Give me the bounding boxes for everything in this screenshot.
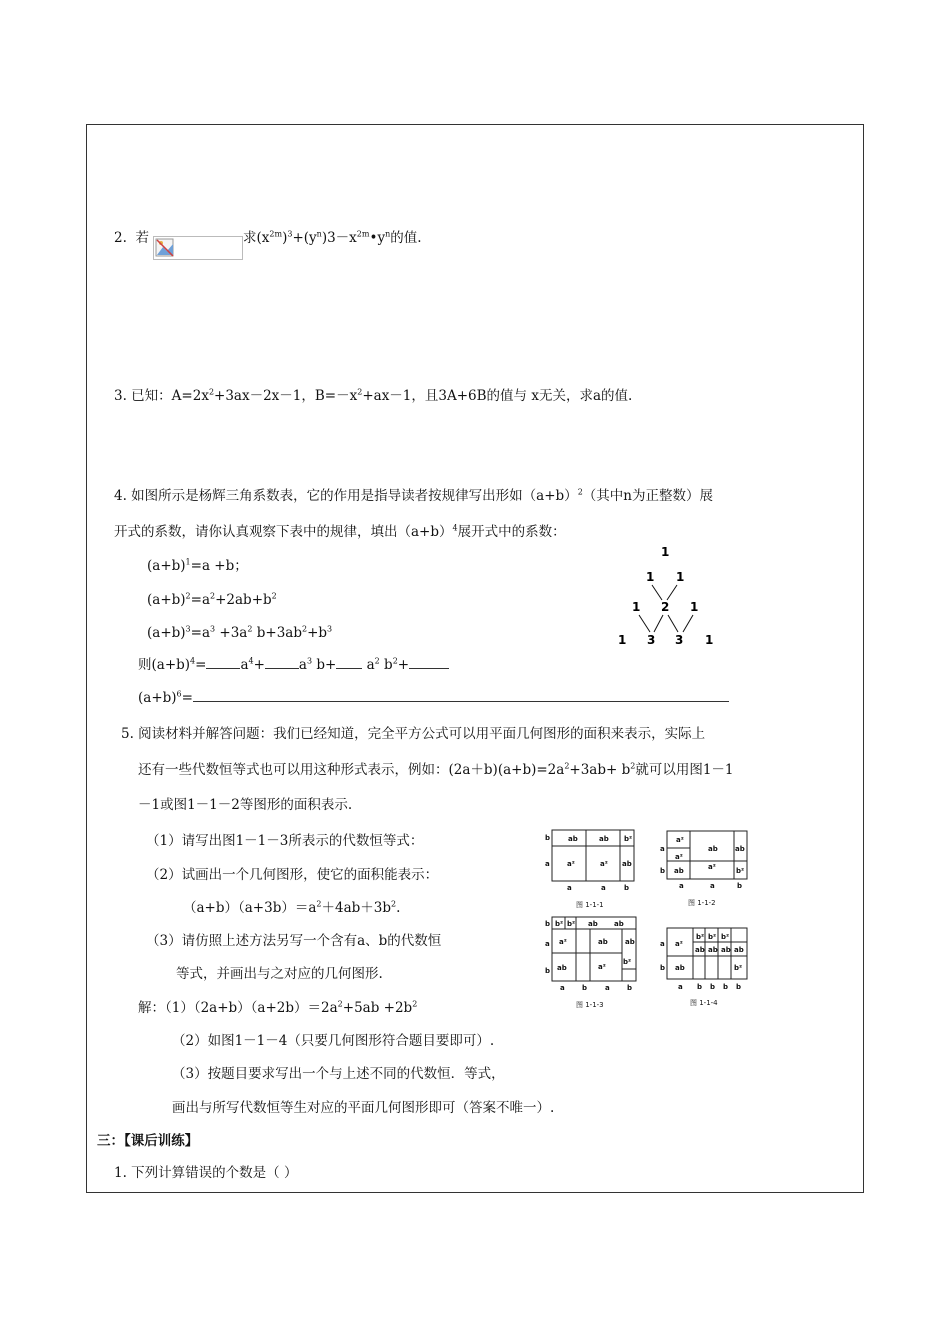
broken-image-icon: [155, 238, 175, 258]
fig4-lbl-b2-1: b²: [696, 933, 705, 941]
tri-r1-1: 1: [676, 570, 685, 584]
fig2-lbl-ab2: ab: [735, 845, 745, 853]
tri-r3-1: 3: [647, 633, 656, 647]
fig2-bot-a2: a: [710, 882, 715, 890]
fig1-bot-b: b: [624, 884, 630, 892]
blank-4[interactable]: [409, 656, 449, 669]
blank-1[interactable]: [206, 656, 240, 669]
fig3-caption: 图 1-1-3: [576, 1001, 604, 1009]
tri-r3-2: 3: [675, 633, 684, 647]
expansion-3: $(a+b)^3=a^3 +3a^2$ $b+3ab^2+b^3$: [147, 624, 333, 641]
fig3-lbl-b2-1: b²: [555, 920, 564, 928]
fig1-bot-a2: a: [601, 884, 606, 892]
question-4-line1: 4. 如图所示是杨辉三角系数表，它的作用是指导读者按规律写出形如$(a+b)^2$（其中n为正整数）展: [114, 487, 713, 504]
fig4-lbl-a2: a²: [675, 940, 683, 948]
fig3-lbl-b2-2: b²: [567, 920, 576, 928]
part-3-line2: 等式，并画出与之对应的几何图形.: [176, 966, 383, 982]
section-3-title: 三：【课后训练】: [97, 1133, 199, 1149]
fig1-side-b: b: [545, 834, 551, 842]
tri-r2-2: 1: [690, 600, 699, 614]
solution-3-line2: 画出与所写代数恒等生对应的平面几何图形即可（答案不唯一）.: [172, 1100, 555, 1116]
blank-3[interactable]: [336, 656, 362, 669]
fig2-side-b: b: [660, 867, 666, 875]
area-figures: [538, 825, 760, 1010]
fig4-bot-b4: b: [736, 983, 742, 991]
part-1: （1）请写出图1－1－3所表示的代数恒等式：: [146, 833, 424, 849]
fig1-lbl-ab2: ab: [599, 835, 609, 843]
fig3-bot-b1: b: [582, 984, 588, 992]
broken-image-placeholder: [153, 236, 243, 260]
solution-2: （2）如图1－1－4（只要几何图形符合题目要即可）.: [172, 1033, 495, 1049]
fig1-side-a: a: [545, 860, 550, 868]
fig4-lbl-b2-2: b²: [708, 933, 717, 941]
fig4-caption: 图 1-1-4: [690, 999, 718, 1007]
part-2-equation: $(a+b)(a+3b)=a^2+4ab+3b^2$.: [183, 899, 401, 916]
fig4-lbl-b2-3: b²: [721, 933, 730, 941]
fig1-caption: 图 1-1-1: [576, 901, 604, 909]
fig1-bot-a1: a: [567, 884, 572, 892]
expansion-4-fill: 则$(a+b)^4= a^4+ a^3$ $b+ a^2$ $b^2+$: [138, 656, 449, 674]
solution-1: 解：$(1)(2a+b)(a+2b)=2a^2+5ab +2b^2$: [138, 999, 418, 1016]
fig4-bot-b2: b: [710, 983, 716, 991]
fig4-side-b: b: [660, 964, 666, 972]
fig4-lbl-ab4: ab: [734, 946, 744, 954]
fig1-lbl-a2-1: a²: [567, 860, 575, 868]
fig1-lbl-ab1: ab: [568, 835, 578, 843]
fig2-side-a: a: [660, 845, 665, 853]
fig4-lbl-ab5: ab: [675, 964, 685, 972]
fig4-lbl-ab2: ab: [708, 946, 718, 954]
fig3-lbl-ab2: ab: [614, 920, 624, 928]
fig4-lbl-ab1: ab: [695, 946, 705, 954]
fig2-lbl-ab3: ab: [674, 867, 684, 875]
fig3-lbl-b2-3: b²: [623, 958, 632, 966]
part-2: （2）试画出一个几何图形，使它的面积能表示：: [146, 867, 439, 883]
blank-5[interactable]: [193, 689, 729, 702]
question-3: 3. 已知：$A=2x^2+3ax-2x-1$，$B=-x^2+ax-1$，且3A+6B的值与 x无关，求a的值.: [114, 387, 633, 404]
question-5-line1: 5. 阅读材料并解答问题：我们已经知道，完全平方公式可以用平面几何图形的面积来表示，实际上: [121, 726, 706, 742]
fig1-lbl-a2-2: a²: [600, 860, 608, 868]
fig3-lbl-ab1: ab: [588, 920, 598, 928]
fig2-lbl-a2-1: a²: [676, 836, 684, 844]
fig3-side-b1: b: [545, 920, 551, 928]
question-5-line2: 还有一些代数恒等式也可以用这种形式表示，例如：$(2a+b)(a+b)=2a^2+3ab+ b^2$就可以用图1－1: [138, 761, 734, 778]
fig4-bot-b3: b: [723, 983, 729, 991]
part-3-line1: （3）请仿照上述方法另写一个含有a、b的代数恒: [146, 933, 442, 949]
fig2-lbl-b2: b²: [736, 867, 745, 875]
fig2-bot-a1: a: [679, 882, 684, 890]
tri-r3-0: 1: [618, 633, 627, 647]
fig3-lbl-a2-2: a²: [598, 963, 606, 971]
fig3-side-a1: a: [545, 940, 550, 948]
fig4-side-a: a: [660, 940, 665, 948]
fig3-bot-a2: a: [605, 984, 610, 992]
fig3-side-b2: b: [545, 967, 551, 975]
fig2-lbl-ab1: ab: [708, 845, 718, 853]
question-2: 2. 若 求$(x^{2m})^3+(y^n)3-x^{2m}•y^n$的值.: [114, 229, 422, 246]
tri-r2-0: 1: [632, 600, 641, 614]
fig2-lbl-a2-3: a²: [708, 863, 716, 871]
fig2-caption: 图 1-1-2: [688, 899, 716, 907]
expansion-1: $(a+b)^1=a +b$；: [147, 557, 248, 574]
fig4-lbl-b2-4: b²: [734, 964, 743, 972]
fig1-outer: [552, 830, 634, 881]
blank-2[interactable]: [265, 656, 299, 669]
fig1-lbl-b2: b²: [624, 835, 633, 843]
fig3-lbl-ab4: ab: [625, 938, 635, 946]
fig4-bot-b1: b: [697, 983, 703, 991]
pascal-triangle: [610, 540, 720, 650]
fig4-bot-a: a: [678, 983, 683, 991]
fig3-lbl-a2-1: a²: [559, 938, 567, 946]
question-5-line3: －1或图1－1－2等图形的面积表示.: [138, 797, 353, 813]
fig2-lbl-a2-2: a²: [675, 853, 683, 861]
fig1-lbl-ab3: ab: [622, 860, 632, 868]
question-4-line2: 开式的系数，请你认真观察下表中的规律，填出$(a+b)^4$展开式中的系数：: [114, 523, 566, 540]
tri-r0-0: 1: [661, 545, 670, 559]
homework-1: 1. 下列计算错误的个数是（ ）: [114, 1165, 298, 1181]
fig3-bot-b2: b: [627, 984, 633, 992]
solution-3-line1: （3）按题目要求写出一个与上述不同的代数恒．等式，: [172, 1066, 505, 1082]
fig2-bot-b: b: [737, 882, 743, 890]
fig3-bot-a1: a: [560, 984, 565, 992]
expansion-2: $(a+b)^2=a^2+2ab+b^2$: [147, 591, 277, 608]
tri-r1-0: 1: [646, 570, 655, 584]
fig3-lbl-ab3: ab: [598, 938, 608, 946]
fig4-lbl-ab3: ab: [721, 946, 731, 954]
expansion-6-fill: $(a+b)^6=$: [138, 689, 729, 707]
tri-r2-1: 2: [661, 600, 670, 614]
tri-r3-3: 1: [705, 633, 714, 647]
fig3-lbl-ab5: ab: [557, 964, 567, 972]
